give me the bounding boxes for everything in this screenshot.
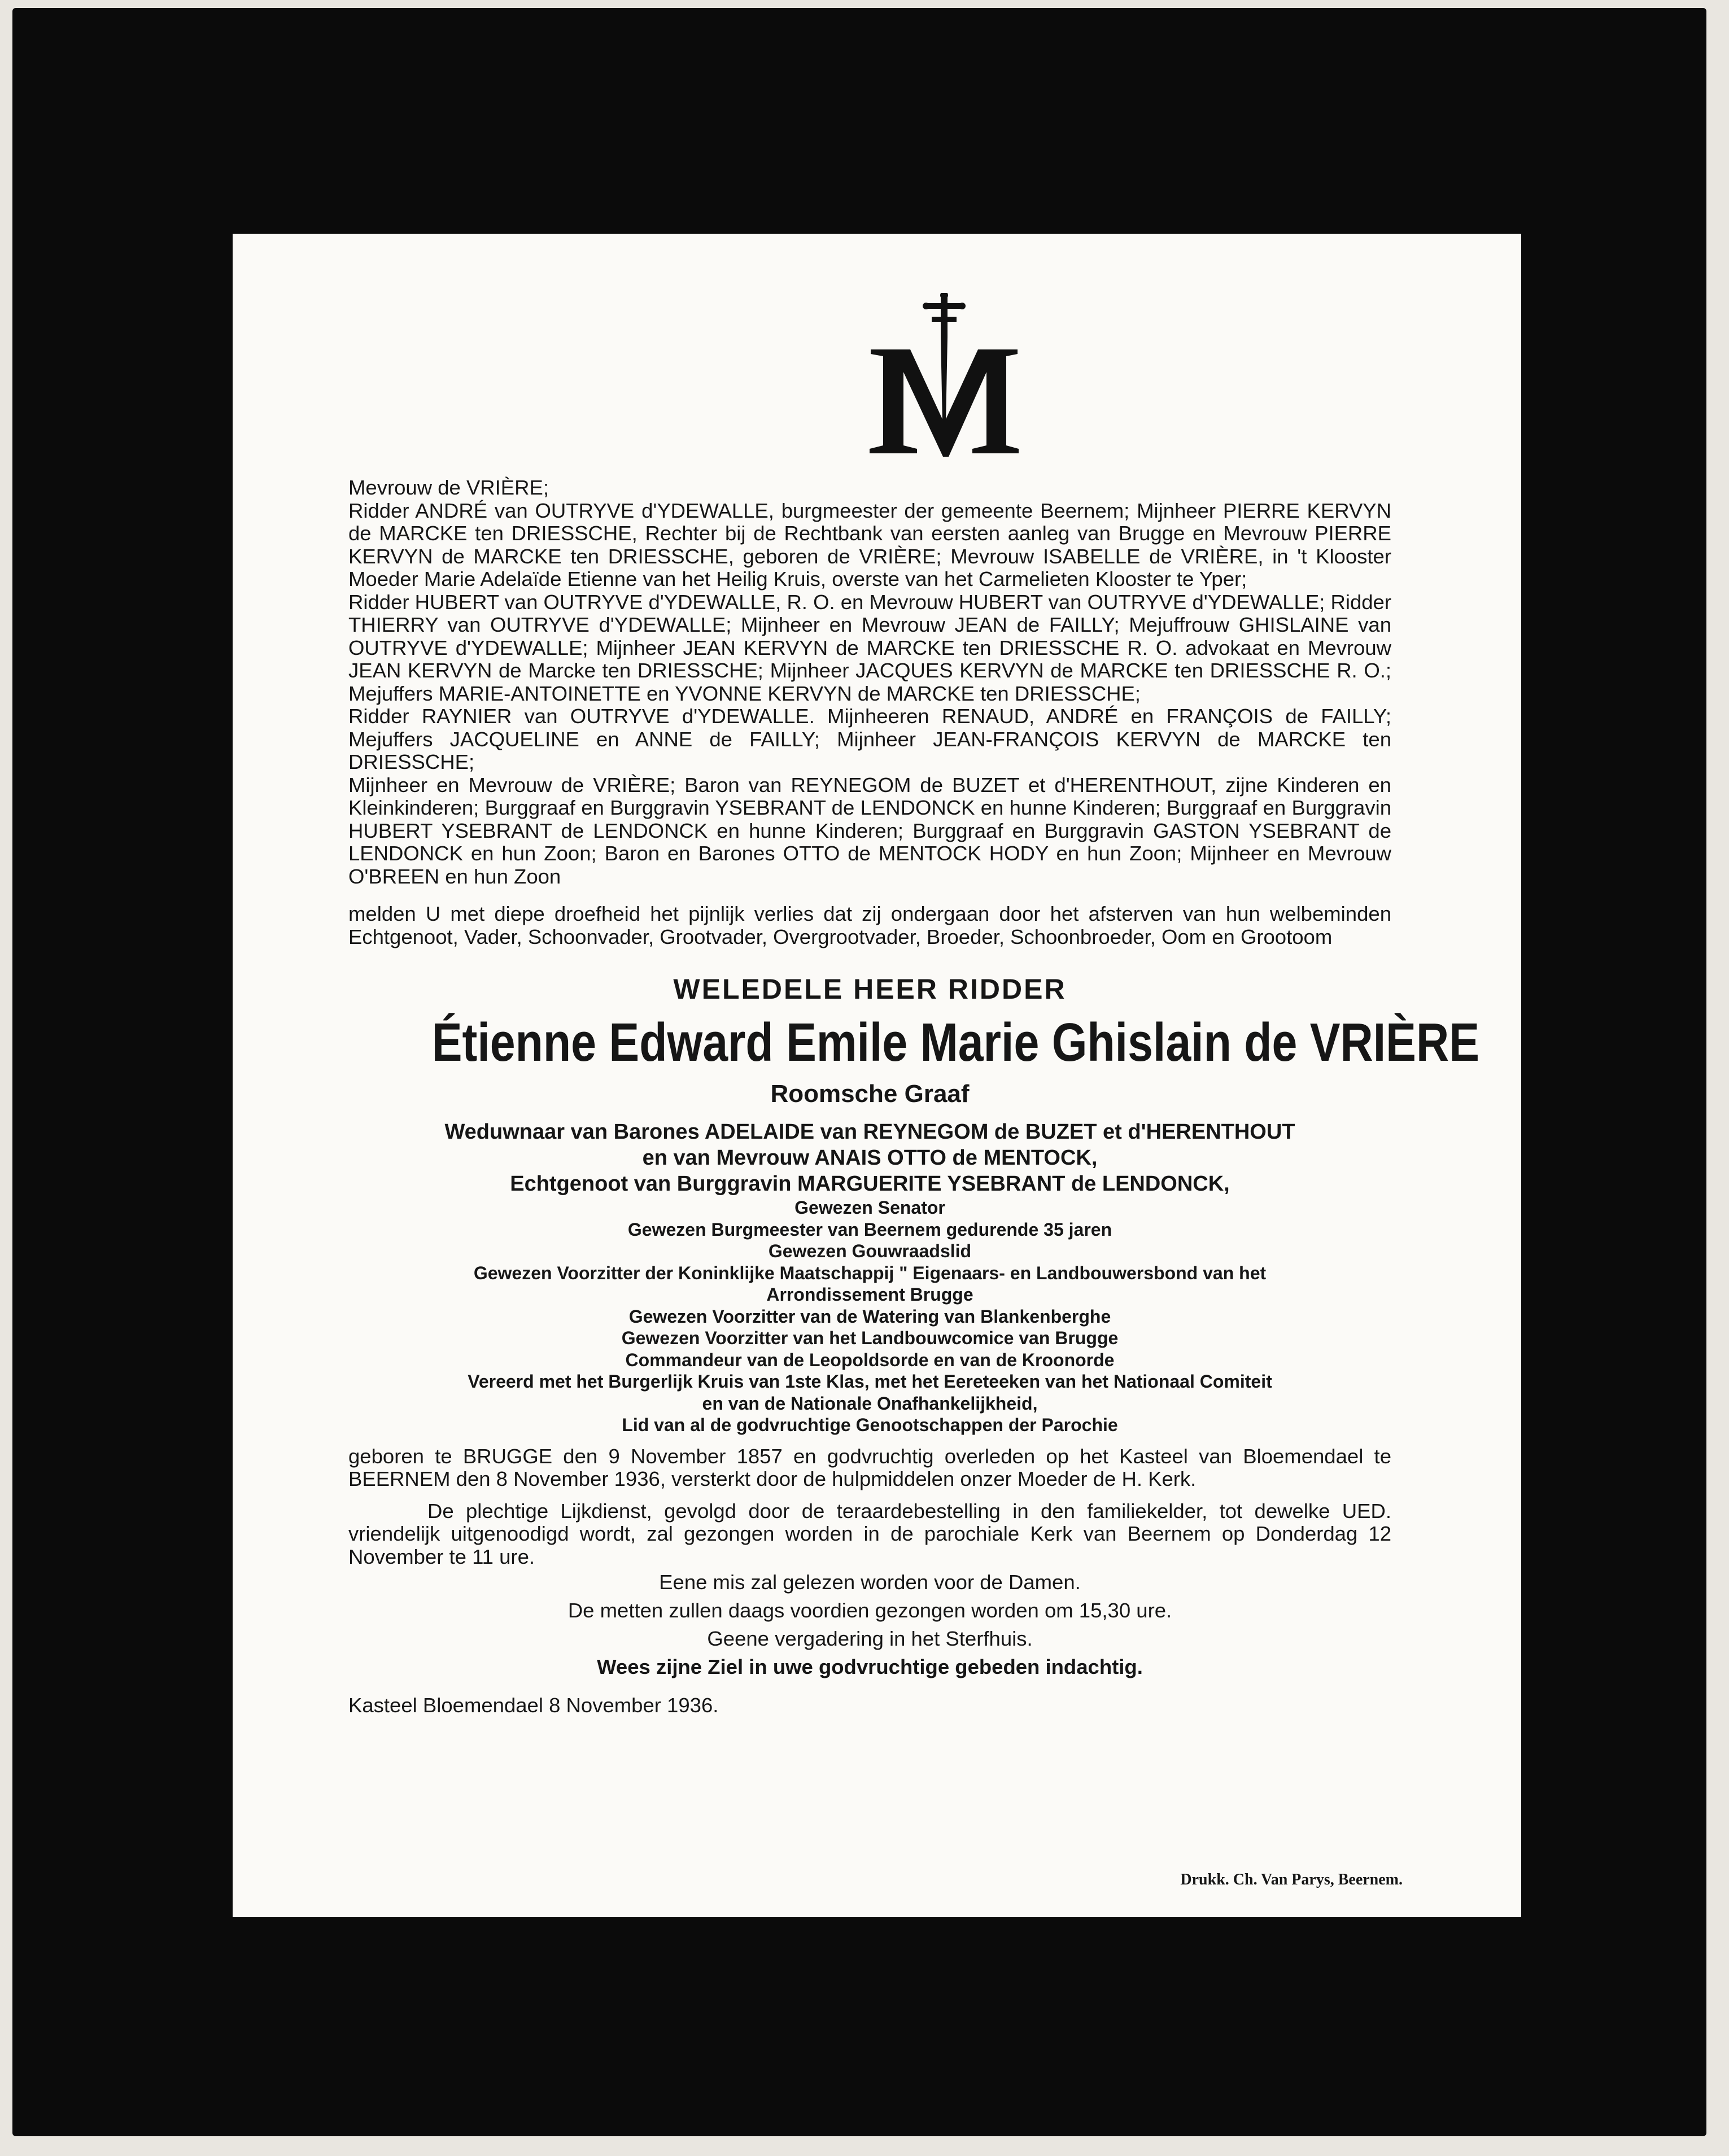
closing-prayer: Wees zijne Ziel in uwe godvruchtige gebeden indachtig. [597,1655,1143,1678]
funeral-text: De plechtige Lijkdienst, gevolgd door de teraardebestelling in den familiekelder, tot dewelke UED. vriendelijk uitgenoodigd wordt, zal gezongen worden in de parochiale Kerk van Beernem op Donderdag 12 November te 11 ure. [348,1499,1391,1568]
title-line: Gewezen Burgmeester van Beernem gedurende 35 jaren [627,1219,1112,1240]
title-line: Gewezen Gouwraadslid [768,1241,972,1261]
notices [348,1568,1391,1681]
title-line: Gewezen Voorzitter van het Landbouwcomice van Brugge [621,1328,1119,1348]
title-line: Arrondissement Brugge [766,1284,973,1305]
relation-line: Weduwnaar van Barones ADELAIDE van REYNEGOM de BUZET et d'HERENTHOUT [444,1120,1295,1144]
notice-body [348,476,1479,1717]
notice-line: Eene mis zal gelezen worden voor de Damen. [659,1571,1081,1594]
announcement-text: melden U met diepe droefheid het pijnlijk verlies dat zij ondergaan door het afsterven van hun welbeminden Echtgenoot, Vader, Schoonvader, Grootvader, Overgrootvader, Broeder, Schoonbroeder, Oom en Grootoom [348,902,1391,948]
family-line: Mevrouw de VRIÈRE; [348,476,549,499]
place-date: Kasteel Bloemendael 8 November 1936. [348,1694,719,1717]
deceased-name: Étienne Edward Emile Marie Ghislain de VRIÈRE [431,1012,1479,1073]
marian-monogram-cross-icon [854,293,1034,462]
deceased-rank: Roomsche Graaf [770,1080,970,1108]
title-line: en van de Nationale Onafhankelijkheid, [702,1393,1038,1414]
family-paragraph: Ridder ANDRÉ van OUTRYVE d'YDEWALLE, burgmeester der gemeente Beernem; Mijnheer PIERRE KERVYN de MARCKE ten DRIESSCHE, Rechter bij de Rechtbank van eersten aanleg van Brugge en Mevrouw PIERRE KERVYN de MARCKE ten DRIESSCHE, geboren de VRIÈRE; Mevrouw ISABELLE de VRIÈRE, in 't Klooster Moeder Marie Adelaïde Etienne van het Heilig Kruis, overste van het Carmelieten Klooster te Yper; [348,498,1391,591]
title-line: Gewezen Voorzitter van de Watering van Blankenberghe [628,1306,1111,1327]
notice-line: Geene vergadering in het Sterfhuis. [707,1627,1033,1650]
black-mourning-frame [12,8,1706,2136]
relation-line: en van Mevrouw ANAIS OTTO de MENTOCK, [642,1146,1098,1170]
title-line: Commandeur van de Leopoldsorde en van de Kroonorde [625,1349,1115,1370]
printer-credit: Drukk. Ch. Van Parys, Beernem. [1180,1871,1403,1888]
relation-line: Echtgenoot van Burggravin MARGUERITE YSEBRANT de LENDONCK, [510,1172,1230,1196]
title-line: Gewezen Voorzitter der Koninklijke Maatschappij " Eigenaars- en Landbouwersbond van het [473,1262,1267,1283]
funeral-notice-card [233,234,1521,1917]
title-line: Gewezen Senator [794,1197,945,1218]
title-line: Lid van al de godvruchtige Genootschappen der Parochie [622,1415,1118,1435]
birth-death-text: geboren te BRUGGE den 9 November 1857 en godvruchtig overleden op het Kasteel van Bloemendael te BEERNEM den 8 November 1936, versterkt door de hulpmiddelen onzer Moeder de H. Kerk. [348,1444,1391,1490]
family-paragraph: Ridder RAYNIER van OUTRYVE d'YDEWALLE. Mijnheeren RENAUD, ANDRÉ en FRANÇOIS de FAILLY; Mejuffers JACQUELINE en ANNE de FAILLY; Mijnheer JEAN-FRANÇOIS KERVYN de MARCKE ten DRIESSCHE; [348,705,1391,773]
honorific-title: WELEDELE HEER RIDDER [673,973,1067,1005]
notice-line: De metten zullen daags voordien gezongen worden om 15,30 ure. [567,1599,1172,1622]
family-paragraph: Ridder HUBERT van OUTRYVE d'YDEWALLE, R. O. en Mevrouw HUBERT van OUTRYVE d'YDEWALLE; Ridder THIERRY van OUTRYVE d'YDEWALLE; Mijnheer en Mevrouw JEAN de FAILLY; Mejuffrouw GHISLAINE van OUTRYVE d'YDEWALLE; Mijnheer JEAN KERVYN de MARCKE ten DRIESSCHE R. O. advokaat en Mevrouw JEAN KERVYN de Marcke ten DRIESSCHE; Mijnheer JACQUES KERVYN de MARCKE ten DRIESSCHE R. O.; Mejuffers MARIE-ANTOINETTE en YVONNE KERVYN de MARCKE ten DRIESSCHE; [348,590,1392,705]
family-paragraph: Mijnheer en Mevrouw de VRIÈRE; Baron van REYNEGOM de BUZET et d'HERENTHOUT, zijne Kinderen en Kleinkinderen; Burggraaf en Burggravin YSEBRANT de LENDONCK en hunne Kinderen; Burggraaf en Burggravin HUBERT YSEBRANT de LENDONCK en hunne Kinderen; Burggraaf en Burggravin GASTON YSEBRANT de LENDONCK en hun Zoon; Baron en Barones OTTO de MENTOCK HODY en hun Zoon; Mijnheer en Mevrouw O'BREEN en hun Zoon [348,773,1391,888]
title-line: Vereerd met het Burgerlijk Kruis van 1ste Klas, met het Eereteeken van het Nationaal Comiteit [468,1371,1272,1392]
